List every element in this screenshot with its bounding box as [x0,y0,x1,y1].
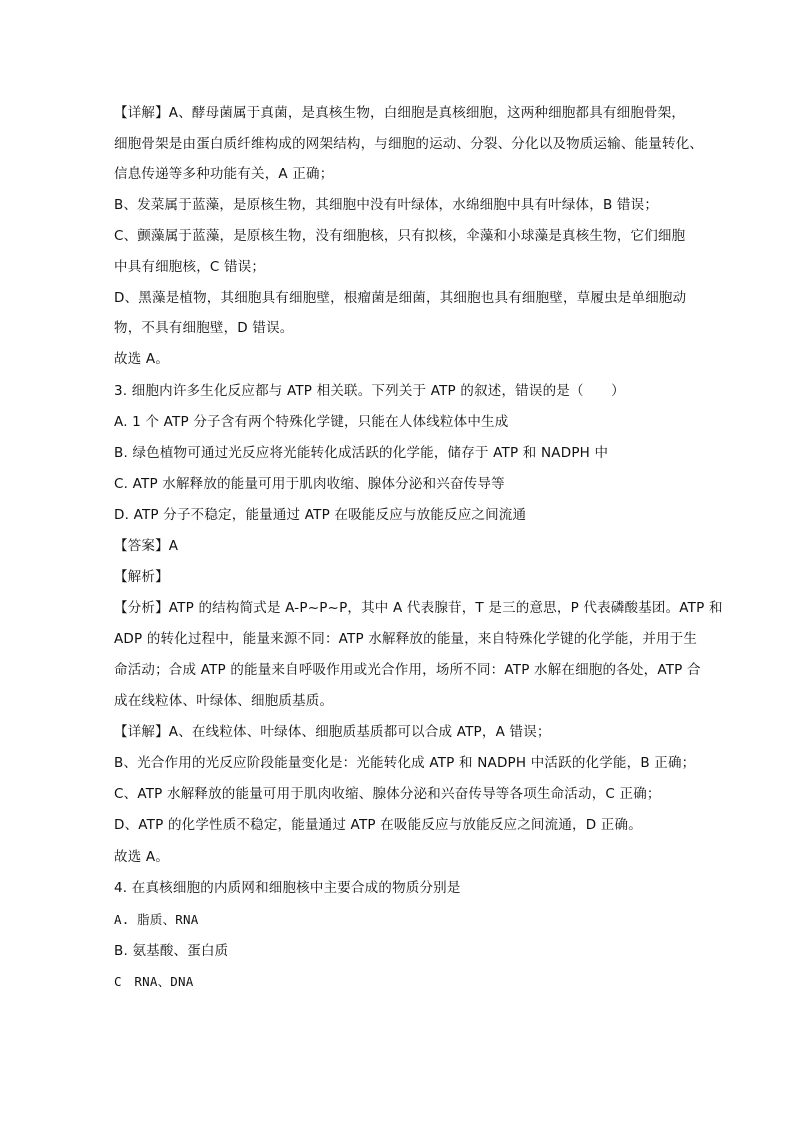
text-line: 成在线粒体、叶绿体、细胞质基质。 [114,693,334,709]
text-line: D、黑藻是植物，其细胞具有细胞壁，根瘤菌是细菌，其细胞也具有细胞壁，草履虫是单细胞动 [114,290,687,306]
text-line: 【详解】A、酵母菌属于真菌，是真核生物，白细胞是真核细胞，这两种细胞都具有细胞骨架， [114,105,686,121]
text-line: 故选 A。 [114,849,170,865]
text-line: 细胞骨架是由蛋白质纤维构成的网架结构，与细胞的运动、分裂、分化以及物质运输、能量转化、 [114,136,704,152]
text-line: C、ATP 水解释放的能量可用于肌肉收缩、腺体分泌和兴奋传导等各项生命活动，C 正确； [114,786,661,802]
option-b: B. 绿色植物可通过光反应将光能转化成活跃的化学能，储存于 ATP 和 NADPH 中 [114,445,609,461]
text-line: B、发菜属于蓝藻，是原核生物，其细胞中没有叶绿体，水绵细胞中具有叶绿体，B 错误； [114,197,659,213]
option-c: C. ATP 水解释放的能量可用于肌肉收缩、腺体分泌和兴奋传导等 [114,476,505,492]
question-stem: 3. 细胞内许多生化反应都与 ATP 相关联。下列关于 ATP 的叙述，错误的是（ ） [114,383,625,399]
text-line: 故选 A。 [114,351,170,367]
text-line: 【详解】A、在线粒体、叶绿体、细胞质基质都可以合成 ATP，A 错误； [114,724,551,740]
option-b: B. 氨基酸、蛋白质 [114,943,229,959]
text-line: 命活动；合成 ATP 的能量来自呼吸作用或光合作用，场所不同：ATP 水解在细胞的各处，ATP 合 [114,662,701,678]
text-line: C、颤藻属于蓝藻，是原核生物，没有细胞核，只有拟核，伞藻和小球藻是真核生物，它们细胞 [114,228,686,244]
text-line: B、光合作用的光反应阶段能量变化是：光能转化成 ATP 和 NADPH 中活跃的化学能，B 正确； [114,755,696,771]
text-line: 【分析】ATP 的结构简式是 A-P~P~P，其中 A 代表腺苷，T 是三的意思，P 代表磷酸基团。ATP 和 [114,600,723,616]
option-a: A. 脂质、RNA [114,912,199,927]
text-line: ADP 的转化过程中，能量来源不同：ATP 水解释放的能量，来自特殊化学键的化学能，并用于生 [114,631,698,647]
text-line: 信息传递等多种功能有关，A 正确； [114,166,334,182]
option-c: C RNA、DNA [114,974,194,989]
option-d: D. ATP 分子不稳定，能量通过 ATP 在吸能反应与放能反应之间流通 [114,507,527,523]
text-line: D、ATP 的化学性质不稳定，能量通过 ATP 在吸能反应与放能反应之间流通，D 正确。 [114,817,642,833]
text-line: 物，不具有细胞壁，D 错误。 [114,320,294,336]
analysis-label: 【解析】 [114,569,169,585]
question-stem: 4. 在真核细胞的内质网和细胞核中主要合成的物质分别是 [114,880,461,896]
answer-label: 【答案】A [114,538,179,554]
text-line: 中具有细胞核，C 错误； [114,259,266,275]
option-a: A. 1 个 ATP 分子含有两个特殊化学键，只能在人体线粒体中生成 [114,414,509,430]
